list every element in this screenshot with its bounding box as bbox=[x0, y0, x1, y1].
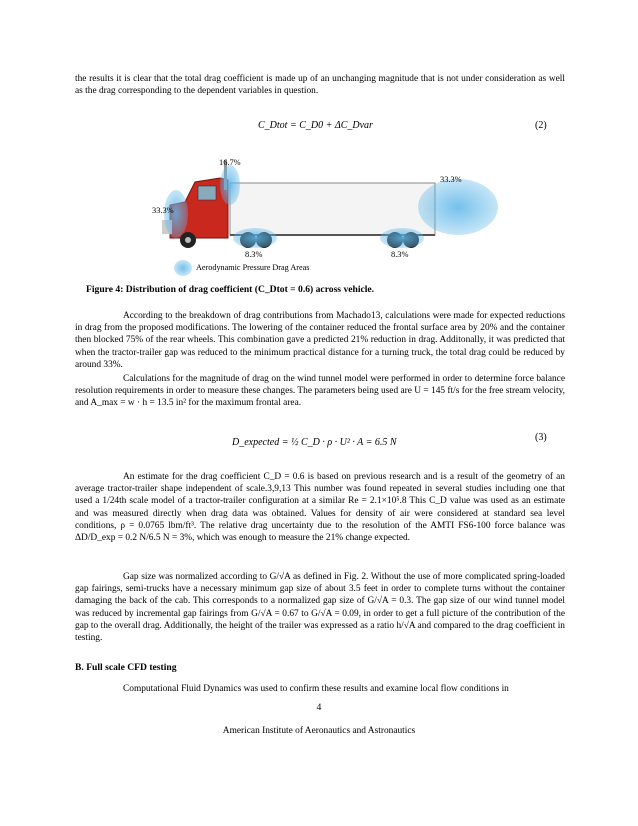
paragraph-1: According to the breakdown of drag contributions from Machado13, calculations were made for expected reductions in drag from the proposed modifications. The lowering of the container reduced the frontal surface area by 20% and the container then blocked 75% of the rear wheels. This combination gave a predicted 21% reduction in drag. Additonally, it was predicted that when the tractor-trailer gap was reduced to the minimum practical distance for a turning truck, the total drag could be reduced by around 33%. bbox=[75, 311, 565, 370]
equation-2-number: (2) bbox=[535, 120, 547, 131]
paragraph-5: Computational Fluid Dynamics was used to confirm these results and examine local flow conditions in bbox=[123, 684, 509, 694]
section-heading: B. Full scale CFD testing bbox=[75, 662, 177, 673]
drag-area-front-wheels bbox=[233, 228, 277, 248]
label-rear: 33.3% bbox=[440, 175, 462, 184]
paragraph-4: Gap size was normalized according to G/√A as defined in Fig. 2. Without the use of more complicated spring-loaded gap fairings, semi-trucks have a necessary minimum gap size of about 3.5 feet in order to complete turns without the container damaging the back of the cab. This corresponds to a normalized gap size of G/√A = 0.3. The gap size of our wind tunnel model was reduced by incremental gap fairings from G/√A = 0.67 to G/√A = 0.09, in order to get a full picture of the contribution of the gap to the overall drag. Additionally, the height of the trailer was expressed as a ratio h/√A and compared to the drag coefficient in testing. bbox=[75, 572, 565, 644]
label-front: 33.3% bbox=[152, 206, 174, 215]
equation-2: C_Dtot = C_D0 + ΔC_Dvar bbox=[258, 120, 373, 131]
label-bottom-front: 8.3% bbox=[245, 250, 263, 259]
drag-area-rear-wheels bbox=[380, 228, 424, 248]
paragraph-intro: the results it is clear that the total drag coefficient is made up of an unchanging magnitude that is not under consideration as well as the drag corresponding to the dependent variables in question. bbox=[75, 74, 565, 97]
label-bottom-rear: 8.3% bbox=[391, 250, 409, 259]
figure-truck bbox=[140, 150, 500, 280]
legend-swatch bbox=[174, 260, 192, 276]
trailer-body bbox=[230, 183, 435, 235]
page-footer: American Institute of Aeronautics and Astronautics bbox=[222, 726, 416, 736]
equation-3: D_expected = ½ C_D · ρ · U² · A = 6.5 N bbox=[232, 437, 397, 448]
figure-caption: Figure 4: Distribution of drag coefficient (C_Dtot = 0.6) across vehicle. bbox=[86, 284, 375, 295]
drag-area-rear bbox=[418, 179, 498, 235]
drag-area-cab-top bbox=[220, 165, 240, 205]
paragraph-2: Calculations for the magnitude of drag on the wind tunnel model were performed in order to determine force balance resolution requirements in order to measure these changes. The parameters being used are U = 145 ft/s for the free stream velocity, and A_max = w · h = 13.5 in² for the maximum frontal area. bbox=[75, 374, 566, 409]
legend-label: Aerodynamic Pressure Drag Areas bbox=[196, 263, 310, 272]
equation-3-number: (3) bbox=[535, 432, 547, 443]
truck-drag-diagram bbox=[140, 150, 500, 280]
paragraph-3: An estimate for the drag coefficient C_D = 0.6 is based on previous research and is a result of the geometry of an average tractor-trailer shape independent of scale.3,9,13 This number was found repeated in several studies including one that used a 1/24th scale model of a tractor-trailer configuration at a similar Re = 2.1×10⁵.8 This C_D value was used as an estimate and was measured directly when drag data was obtained. Values for density of air were considered at standard sea level conditions, ρ = 0.0765 lbm/ft³. The relative drag uncertainty due to the resolution of the AMTI FS6-100 force balance was ΔD/D_exp = 0.2 N/6.5 N = 3%, which was enough to measure the 21% change expected. bbox=[75, 472, 565, 544]
label-cab-top: 16.7% bbox=[219, 158, 241, 167]
page-number: 4 bbox=[316, 703, 322, 713]
